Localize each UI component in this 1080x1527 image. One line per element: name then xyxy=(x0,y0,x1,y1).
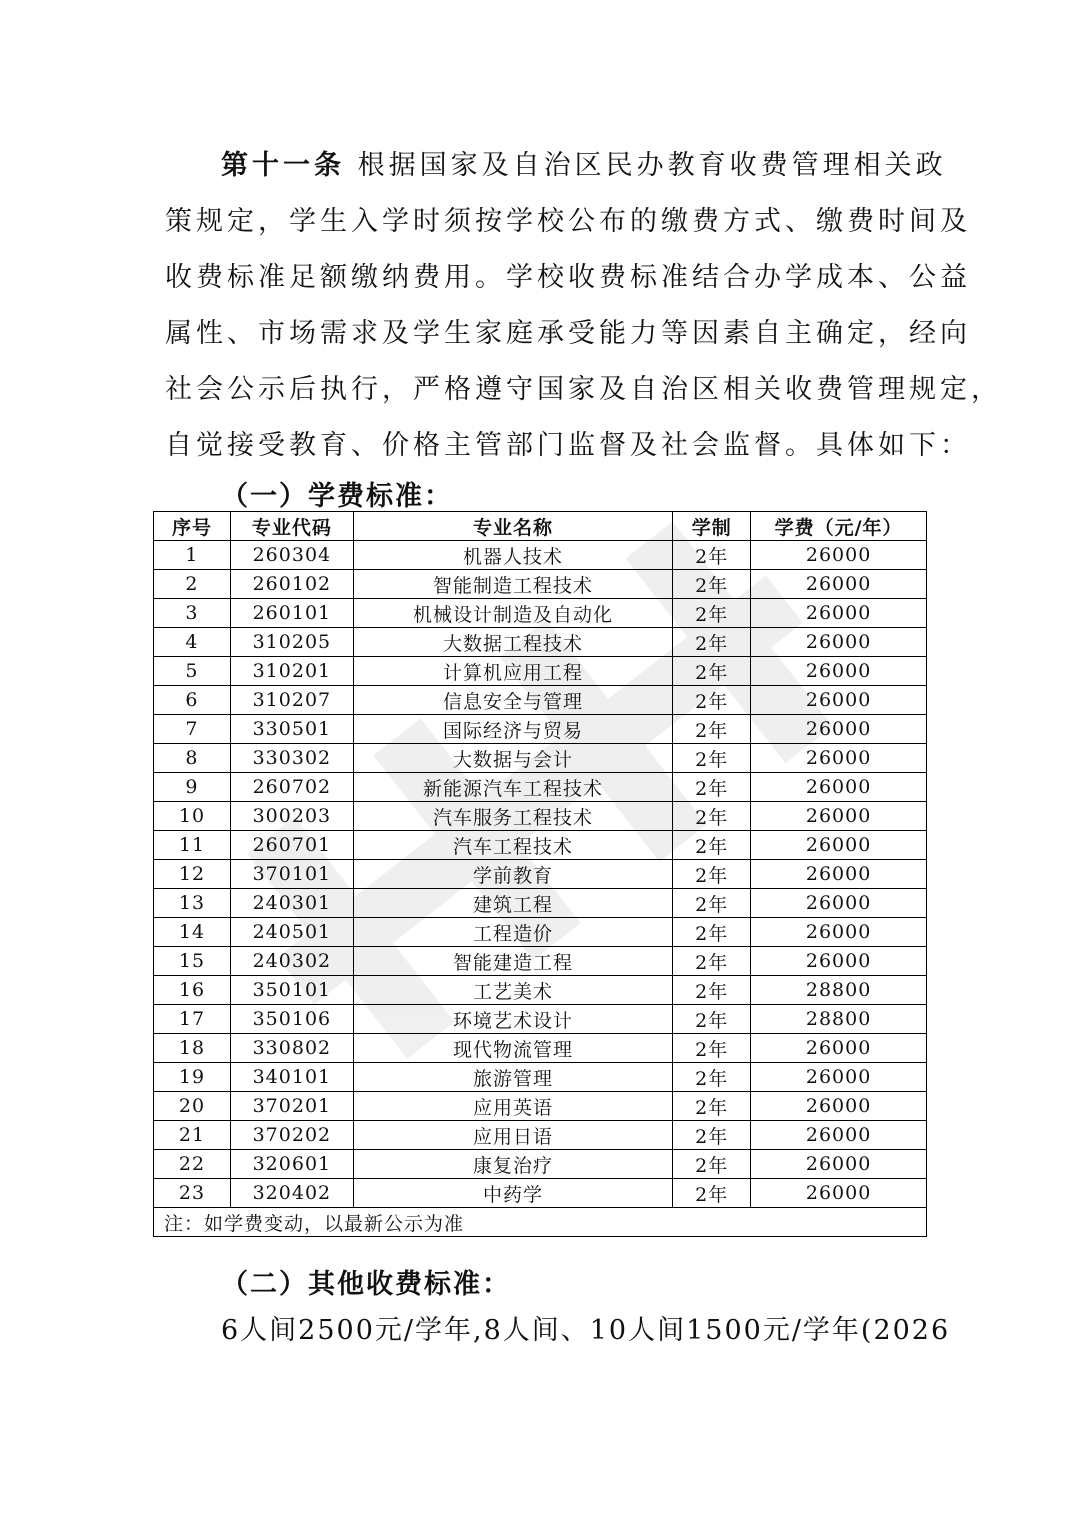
cell-duration: 2年 xyxy=(673,541,751,570)
cell-major: 应用日语 xyxy=(353,1121,672,1150)
cell-code: 300203 xyxy=(230,802,353,831)
table-row xyxy=(154,570,927,599)
cell-duration: 2年 xyxy=(673,628,751,657)
cell-index: 20 xyxy=(154,1092,231,1121)
cell-code: 320402 xyxy=(230,1179,353,1208)
cell-duration: 2年 xyxy=(673,1179,751,1208)
table-row xyxy=(154,686,927,715)
cell-fee: 26000 xyxy=(751,860,927,889)
cell-major: 应用英语 xyxy=(353,1092,672,1121)
cell-fee: 26000 xyxy=(751,628,927,657)
cell-fee: 26000 xyxy=(751,686,927,715)
cell-major: 环境艺术设计 xyxy=(353,1005,672,1034)
cell-code: 370201 xyxy=(230,1092,353,1121)
cell-index: 8 xyxy=(154,744,231,773)
cell-index: 11 xyxy=(154,831,231,860)
cell-index: 2 xyxy=(154,570,231,599)
cell-index: 12 xyxy=(154,860,231,889)
cell-duration: 2年 xyxy=(673,947,751,976)
cell-duration: 2年 xyxy=(673,831,751,860)
cell-index: 4 xyxy=(154,628,231,657)
dorm-fee-line: 6人间2500元/学年,8人间、10人间1500元/学年(2026 xyxy=(221,1315,951,1346)
cell-index: 1 xyxy=(154,541,231,570)
cell-index: 9 xyxy=(154,773,231,802)
cell-code: 260702 xyxy=(230,773,353,802)
cell-fee: 26000 xyxy=(751,947,927,976)
cell-fee: 26000 xyxy=(751,715,927,744)
cell-duration: 2年 xyxy=(673,715,751,744)
cell-code: 370101 xyxy=(230,860,353,889)
cell-major: 计算机应用工程 xyxy=(353,657,672,686)
header-fee: 学费（元/年） xyxy=(751,512,927,541)
cell-major: 学前教育 xyxy=(353,860,672,889)
table-header-row xyxy=(154,512,927,541)
cell-code: 330501 xyxy=(230,715,353,744)
cell-fee: 26000 xyxy=(751,1063,927,1092)
header-major: 专业名称 xyxy=(353,512,672,541)
article-line-4: 属性、市场需求及学生家庭承受能力等因素自主确定，经向 xyxy=(165,318,971,349)
cell-major: 智能建造工程 xyxy=(353,947,672,976)
table-row xyxy=(154,599,927,628)
cell-fee: 26000 xyxy=(751,802,927,831)
article-line-3: 收费标准足额缴纳费用。学校收费标准结合办学成本、公益 xyxy=(165,262,971,293)
cell-major: 新能源汽车工程技术 xyxy=(353,773,672,802)
tuition-table xyxy=(153,511,927,1237)
cell-major: 机器人技术 xyxy=(353,541,672,570)
table-row xyxy=(154,657,927,686)
article-line-1: 第十一条 根据国家及自治区民办教育收费管理相关政 xyxy=(221,150,947,181)
table-row xyxy=(154,1150,927,1179)
table-note: 注：如学费变动，以最新公示为准 xyxy=(154,1208,927,1237)
cell-code: 310201 xyxy=(230,657,353,686)
cell-major: 信息安全与管理 xyxy=(353,686,672,715)
table-row xyxy=(154,773,927,802)
cell-code: 320601 xyxy=(230,1150,353,1179)
cell-index: 14 xyxy=(154,918,231,947)
table-row xyxy=(154,1179,927,1208)
cell-major: 机械设计制造及自动化 xyxy=(353,599,672,628)
cell-code: 260304 xyxy=(230,541,353,570)
cell-duration: 2年 xyxy=(673,860,751,889)
cell-fee: 26000 xyxy=(751,831,927,860)
cell-fee: 26000 xyxy=(751,1092,927,1121)
cell-major: 智能制造工程技术 xyxy=(353,570,672,599)
cell-major: 建筑工程 xyxy=(353,889,672,918)
table-row xyxy=(154,1034,927,1063)
table-row xyxy=(154,947,927,976)
cell-index: 17 xyxy=(154,1005,231,1034)
table-row xyxy=(154,976,927,1005)
table-row xyxy=(154,744,927,773)
cell-duration: 2年 xyxy=(673,918,751,947)
cell-fee: 26000 xyxy=(751,773,927,802)
section2-heading: （二）其他收费标准： xyxy=(221,1269,511,1300)
cell-code: 340101 xyxy=(230,1063,353,1092)
cell-fee: 26000 xyxy=(751,1150,927,1179)
cell-code: 240301 xyxy=(230,889,353,918)
cell-index: 5 xyxy=(154,657,231,686)
article-paragraph xyxy=(165,138,1002,474)
article-title: 第十一条 xyxy=(221,150,345,181)
cell-index: 16 xyxy=(154,976,231,1005)
article-line-5: 社会公示后执行，严格遵守国家及自治区相关收费管理规定， xyxy=(165,374,1002,405)
cell-major: 国际经济与贸易 xyxy=(353,715,672,744)
cell-fee: 28800 xyxy=(751,976,927,1005)
cell-duration: 2年 xyxy=(673,1121,751,1150)
cell-major: 康复治疗 xyxy=(353,1150,672,1179)
table-row xyxy=(154,831,927,860)
cell-duration: 2年 xyxy=(673,802,751,831)
cell-index: 22 xyxy=(154,1150,231,1179)
cell-duration: 2年 xyxy=(673,976,751,1005)
cell-major: 现代物流管理 xyxy=(353,1034,672,1063)
cell-fee: 26000 xyxy=(751,599,927,628)
cell-index: 21 xyxy=(154,1121,231,1150)
cell-code: 260101 xyxy=(230,599,353,628)
cell-code: 330302 xyxy=(230,744,353,773)
cell-duration: 2年 xyxy=(673,1092,751,1121)
cell-fee: 26000 xyxy=(751,1121,927,1150)
cell-fee: 26000 xyxy=(751,1179,927,1208)
cell-index: 10 xyxy=(154,802,231,831)
cell-code: 260102 xyxy=(230,570,353,599)
cell-fee: 26000 xyxy=(751,570,927,599)
cell-code: 310207 xyxy=(230,686,353,715)
table-row xyxy=(154,715,927,744)
cell-index: 19 xyxy=(154,1063,231,1092)
header-index: 序号 xyxy=(154,512,231,541)
cell-code: 370202 xyxy=(230,1121,353,1150)
cell-fee: 26000 xyxy=(751,918,927,947)
table-row xyxy=(154,1121,927,1150)
cell-major: 旅游管理 xyxy=(353,1063,672,1092)
cell-fee: 28800 xyxy=(751,1005,927,1034)
cell-fee: 26000 xyxy=(751,889,927,918)
cell-index: 18 xyxy=(154,1034,231,1063)
cell-fee: 26000 xyxy=(751,541,927,570)
cell-duration: 2年 xyxy=(673,657,751,686)
article-line-6: 自觉接受教育、价格主管部门监督及社会监督。具体如下： xyxy=(165,430,971,461)
cell-duration: 2年 xyxy=(673,686,751,715)
cell-index: 15 xyxy=(154,947,231,976)
table-row xyxy=(154,889,927,918)
table-row xyxy=(154,1005,927,1034)
cell-duration: 2年 xyxy=(673,570,751,599)
cell-duration: 2年 xyxy=(673,1150,751,1179)
cell-index: 6 xyxy=(154,686,231,715)
section1-heading: （一）学费标准： xyxy=(221,481,453,512)
cell-index: 23 xyxy=(154,1179,231,1208)
table-note-row xyxy=(154,1208,927,1237)
cell-fee: 26000 xyxy=(751,657,927,686)
cell-duration: 2年 xyxy=(673,889,751,918)
cell-code: 350106 xyxy=(230,1005,353,1034)
cell-index: 13 xyxy=(154,889,231,918)
cell-code: 260701 xyxy=(230,831,353,860)
cell-major: 工程造价 xyxy=(353,918,672,947)
cell-major: 大数据与会计 xyxy=(353,744,672,773)
header-code: 专业代码 xyxy=(230,512,353,541)
table-row xyxy=(154,860,927,889)
cell-duration: 2年 xyxy=(673,1063,751,1092)
table-row xyxy=(154,918,927,947)
table-row xyxy=(154,1092,927,1121)
table-row xyxy=(154,1063,927,1092)
cell-fee: 26000 xyxy=(751,1034,927,1063)
cell-code: 240302 xyxy=(230,947,353,976)
cell-duration: 2年 xyxy=(673,773,751,802)
table-row xyxy=(154,628,927,657)
cell-index: 3 xyxy=(154,599,231,628)
cell-code: 240501 xyxy=(230,918,353,947)
cell-duration: 2年 xyxy=(673,1005,751,1034)
cell-major: 汽车工程技术 xyxy=(353,831,672,860)
cell-major: 大数据工程技术 xyxy=(353,628,672,657)
cell-duration: 2年 xyxy=(673,599,751,628)
cell-duration: 2年 xyxy=(673,744,751,773)
table-row xyxy=(154,802,927,831)
article-line-2: 策规定，学生入学时须按学校公布的缴费方式、缴费时间及 xyxy=(165,206,971,237)
header-duration: 学制 xyxy=(673,512,751,541)
table-row xyxy=(154,541,927,570)
cell-index: 7 xyxy=(154,715,231,744)
cell-code: 310205 xyxy=(230,628,353,657)
cell-major: 汽车服务工程技术 xyxy=(353,802,672,831)
cell-fee: 26000 xyxy=(751,744,927,773)
cell-code: 330802 xyxy=(230,1034,353,1063)
cell-major: 中药学 xyxy=(353,1179,672,1208)
cell-major: 工艺美术 xyxy=(353,976,672,1005)
cell-duration: 2年 xyxy=(673,1034,751,1063)
cell-code: 350101 xyxy=(230,976,353,1005)
